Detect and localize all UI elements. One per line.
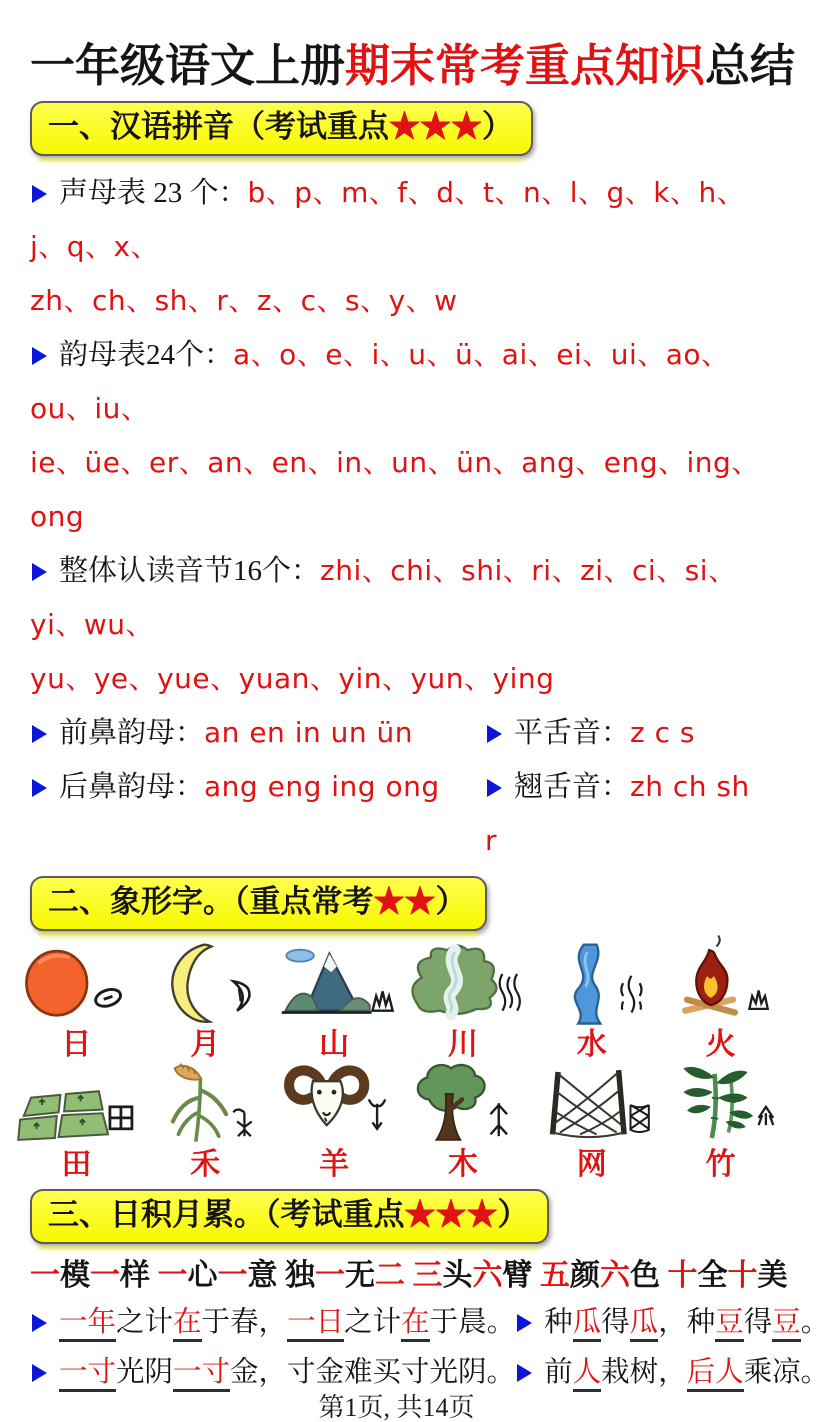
text-segment: 二 (375, 1258, 413, 1292)
pictograph-cell-grain (141, 1061, 270, 1181)
text-segment: 色 (630, 1258, 668, 1292)
text-segment: ★★★ (404, 1196, 498, 1232)
bamboo-oracle-glyph (758, 1107, 773, 1125)
text-segment: zh ch sh r (485, 769, 750, 857)
bullet-triangle-icon (517, 1314, 532, 1332)
text-segment: 样 (120, 1258, 158, 1292)
text-segment: 一日 (287, 1307, 344, 1342)
initials-text (30, 177, 745, 317)
back-nasal-text (59, 771, 440, 803)
bullet-triangle-icon (487, 779, 502, 797)
pictograph-cell-river (398, 941, 527, 1061)
nasal-row-2 (30, 760, 765, 868)
text-segment: 光阴 (116, 1356, 174, 1388)
whole-syllables-text (30, 555, 737, 695)
front-nasal-text (59, 717, 413, 749)
text-segment: 金，寸金难买寸光阴。 (230, 1356, 516, 1388)
text-segment: ang eng ing ong (204, 769, 440, 803)
text-segment: 得 (743, 1306, 773, 1338)
text-segment: 全 (697, 1258, 728, 1292)
pictograph-label: 禾 (190, 1147, 221, 1181)
text-segment: 头 (442, 1258, 473, 1292)
text-segment: 后鼻韵母： (59, 770, 205, 803)
back-nasal-line (30, 760, 485, 868)
text-segment: 之计 (116, 1306, 174, 1338)
field-oracle-glyph (110, 1107, 132, 1129)
text-segment: 前 (544, 1356, 573, 1388)
pictograph-cell-water (527, 941, 656, 1061)
text-segment: 平舌音： (514, 716, 631, 749)
pictograph-label: 田 (61, 1147, 92, 1181)
page-number: 第1页, 共14页 (318, 1392, 475, 1422)
proverb-text (544, 1357, 829, 1392)
text-segment: 独 (285, 1258, 315, 1292)
text-segment: 声母表 23 个： (59, 176, 248, 209)
pictograph-label: 网 (576, 1147, 607, 1181)
text-segment: 在 (173, 1307, 202, 1342)
curled-tongue-line (485, 760, 765, 868)
bullet-triangle-icon (32, 725, 47, 743)
text-segment: 臂 (502, 1258, 540, 1292)
idioms-line (30, 1254, 788, 1298)
text-segment: 无 (345, 1258, 375, 1292)
text-segment: 十 (667, 1258, 698, 1292)
section2-banner-wrap (30, 876, 793, 931)
text-segment: 一年级语文上册 (30, 41, 346, 91)
pictograph-label: 水 (576, 1027, 607, 1061)
field-drawing (14, 1061, 138, 1149)
mountain-oracle-glyph (373, 991, 393, 1010)
front-nasal-line (30, 706, 485, 760)
text-segment: 模 (60, 1258, 90, 1292)
river-oracle-glyph (500, 974, 520, 1011)
text-segment: zh、ch、sh、r、z、c、s、y、w (30, 283, 458, 317)
text-segment: 一寸 (59, 1357, 116, 1392)
grain-oracle-glyph (234, 1109, 252, 1136)
pictograph-cell-fire (656, 941, 785, 1061)
bullet-triangle-icon (32, 779, 47, 797)
bullet-triangle-icon (32, 1314, 47, 1332)
text-segment: 一年 (59, 1307, 116, 1342)
pictograph-label: 山 (319, 1027, 350, 1061)
text-segment: ★★★ (389, 109, 482, 145)
text-segment: 颜 (570, 1258, 600, 1292)
text-segment: 种 (544, 1306, 573, 1338)
text-segment: 一 (315, 1258, 345, 1292)
text-segment: 前鼻韵母： (59, 716, 205, 749)
water-drawing (530, 941, 654, 1029)
curled-tongue-text (485, 771, 750, 857)
text-segment: 一、汉语拼音（考试重点 (48, 109, 389, 145)
pictograph-label: 竹 (705, 1147, 736, 1181)
section1-banner-wrap (30, 101, 793, 156)
proverb-text (59, 1307, 515, 1342)
pictograph-label: 月 (190, 1027, 221, 1061)
text-segment: ，种 (658, 1306, 716, 1338)
pictograph-label: 羊 (319, 1147, 350, 1181)
pinyin-section (30, 166, 765, 868)
text-segment: 。 (800, 1306, 829, 1338)
text-segment: 期末常考重点知识 (345, 41, 706, 91)
pictograph-cell-sheep (270, 1061, 399, 1181)
proverb-text (59, 1357, 515, 1392)
section1-banner (30, 101, 533, 156)
text-segment: a、o、e、i、u、ü、ai、ei、ui、ao、ou、iu、 (30, 337, 730, 425)
net-oracle-glyph (630, 1105, 648, 1132)
text-segment: ） (482, 109, 513, 145)
mountain-drawing (272, 941, 396, 1029)
text-segment: 翘舌音： (514, 770, 631, 803)
text-segment: ★★ (373, 883, 436, 919)
pictograph-cell-mountain (270, 941, 399, 1061)
text-segment: 一 (157, 1258, 188, 1292)
text-segment: 一 (90, 1258, 120, 1292)
text-segment: 意 (247, 1258, 285, 1292)
pictograph-cell-bamboo (656, 1061, 785, 1181)
text-segment: 于春， (201, 1306, 288, 1338)
text-segment: 六 (472, 1258, 503, 1292)
text-segment: 在 (401, 1307, 430, 1342)
initials-line (30, 166, 765, 328)
proverb-inch-gold (30, 1348, 515, 1398)
text-segment: 五 (540, 1258, 570, 1292)
proverb-row-2 (30, 1348, 829, 1398)
text-segment: 总结 (705, 41, 796, 91)
pictograph-cell-net (527, 1061, 656, 1181)
whole-syllables-line (30, 544, 765, 706)
bamboo-drawing (659, 1061, 783, 1149)
text-segment: b、p、m、f、d、t、n、l、g、k、h、j、q、x、 (30, 175, 746, 263)
nasal-row-1 (30, 706, 765, 760)
text-segment: 得 (601, 1306, 630, 1338)
pictograph-label: 火 (705, 1027, 736, 1061)
bullet-triangle-icon (32, 563, 47, 581)
text-segment: 六 (600, 1258, 630, 1292)
section3-banner-wrap (30, 1189, 793, 1244)
text-segment: 后人 (687, 1357, 744, 1392)
text-segment: 心 (187, 1258, 218, 1292)
grain-drawing (143, 1061, 267, 1149)
sheep-drawing (272, 1061, 396, 1149)
finals-line (30, 328, 765, 544)
tree-oracle-glyph (490, 1103, 507, 1136)
moon-drawing (143, 941, 267, 1029)
flat-tongue-text (514, 717, 695, 749)
text-segment: 一 (30, 1258, 60, 1292)
moon-oracle-glyph (234, 981, 250, 1010)
text-segment: 三、日积月累。（考试重点 (48, 1196, 405, 1232)
pictograph-label: 木 (447, 1147, 478, 1181)
sun-drawing (14, 941, 138, 1029)
text-segment: 美 (757, 1258, 788, 1292)
text-segment: 十 (727, 1258, 758, 1292)
page-title (30, 40, 796, 93)
section2-banner (30, 876, 487, 931)
text-segment: ） (497, 1196, 529, 1232)
sun-oracle-glyph (94, 986, 123, 1009)
text-segment: ie、üe、er、an、en、in、un、ün、ang、eng、ing、ong (30, 445, 760, 533)
text-segment: z c s (630, 715, 695, 749)
proverb-row-1 (30, 1298, 829, 1348)
finals-text (30, 339, 760, 533)
river-drawing (401, 941, 525, 1029)
net-drawing (530, 1061, 654, 1149)
text-segment: yu、ye、yue、yuan、yin、yun、ying (30, 661, 555, 695)
pictograph-cell-sun (12, 941, 141, 1061)
fire-oracle-glyph (749, 990, 767, 1008)
pictograph-label: 日 (61, 1027, 92, 1061)
pictograph-label: 川 (447, 1027, 478, 1061)
text-segment: 整体认读音节16个： (59, 554, 321, 587)
text-segment: ） (435, 883, 467, 919)
text-segment: 之计 (344, 1306, 402, 1338)
proverb-melon-bean (515, 1298, 829, 1348)
bullet-triangle-icon (487, 725, 502, 743)
pictograph-cell-tree (398, 1061, 527, 1181)
text-segment: 栽树， (601, 1356, 687, 1388)
text-segment: 于晨。 (429, 1306, 516, 1338)
bullet-triangle-icon (32, 1364, 47, 1382)
text-segment: 瓜 (630, 1307, 659, 1342)
proverb-plant-tree (515, 1348, 829, 1398)
text-segment: 豆 (715, 1307, 744, 1342)
text-segment: an en in un ün (204, 715, 414, 749)
text-segment: zhi、chi、shi、ri、zi、ci、si、yi、wu、 (30, 553, 737, 641)
section3-banner (30, 1189, 549, 1244)
text-segment: 乘凉。 (743, 1356, 829, 1388)
flat-tongue-line (485, 706, 765, 760)
fire-drawing (659, 941, 783, 1029)
text-segment: 人 (573, 1357, 602, 1392)
text-segment: 瓜 (573, 1307, 602, 1342)
text-segment: 一寸 (173, 1357, 230, 1392)
worksheet-page (0, 40, 829, 1422)
text-segment: 韵母表24个： (59, 338, 234, 371)
proverb-year-day (30, 1298, 515, 1348)
tree-drawing (401, 1061, 525, 1149)
bullet-triangle-icon (517, 1364, 532, 1382)
text-segment: 一 (217, 1258, 248, 1292)
text-segment: 二、象形字。（重点常考 (48, 883, 374, 919)
pictograph-grid (12, 941, 785, 1181)
text-segment: 豆 (772, 1307, 801, 1342)
text-segment: 三 (412, 1258, 443, 1292)
pictograph-cell-moon (141, 941, 270, 1061)
bullet-triangle-icon (32, 185, 47, 203)
water-oracle-glyph (621, 976, 641, 1013)
pictograph-cell-field (12, 1061, 141, 1181)
sheep-oracle-glyph (369, 1099, 386, 1128)
proverb-text (544, 1307, 829, 1342)
bullet-triangle-icon (32, 347, 47, 365)
